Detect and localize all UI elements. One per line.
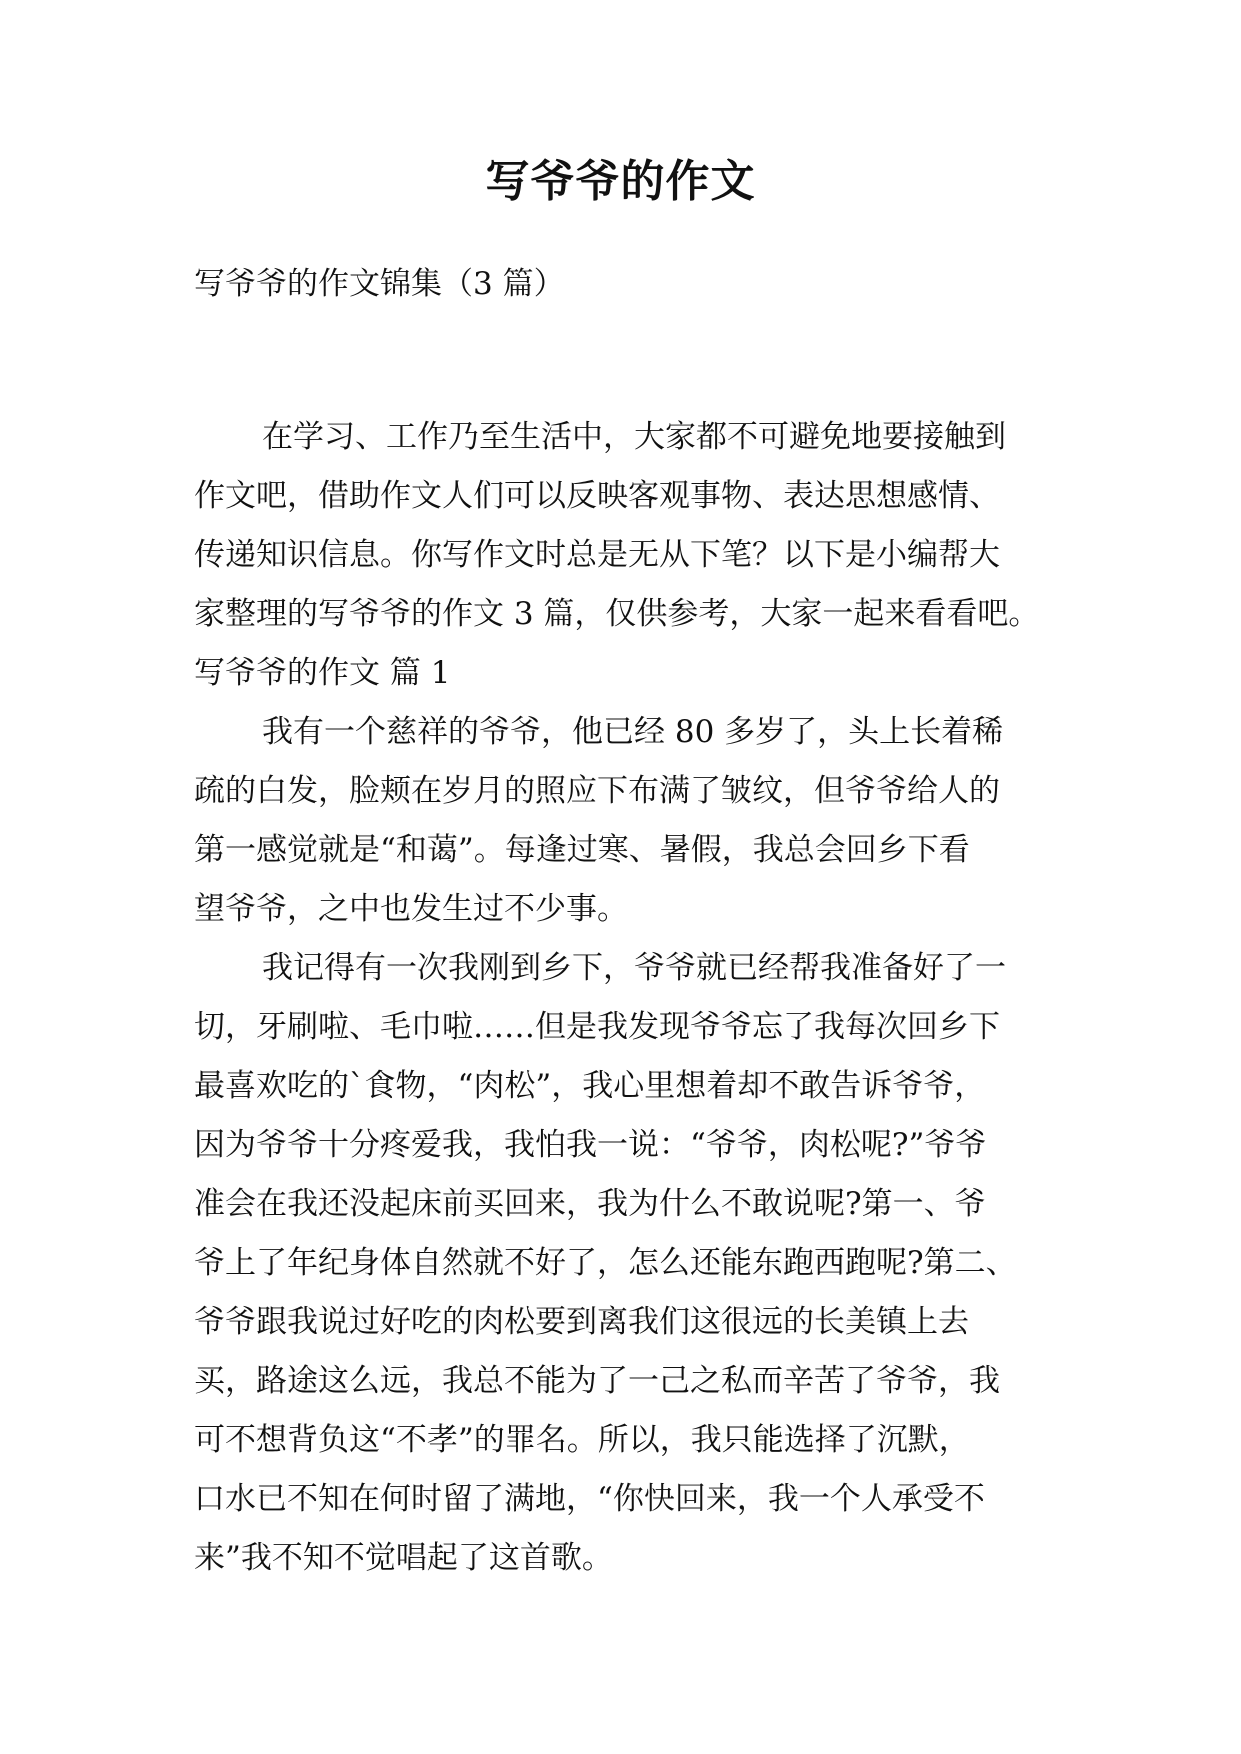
section-heading: 写爷爷的作文 篇 1 xyxy=(194,655,451,691)
paragraph-line: 可不想背负这“不孝”的罪名。所以，我只能选择了沉默， xyxy=(194,1422,970,1458)
paragraph-line: 作文吧，借助作文人们可以反映客观事物、表达思想感情、 xyxy=(194,478,1000,514)
essay-body xyxy=(194,408,1074,1588)
paragraph-line: 爷上了年纪身体自然就不好了，怎么还能东跑西跑呢?第二、 xyxy=(194,1245,1017,1281)
paragraph-line: 口水已不知在何时留了满地，“你快回来，我一个人承受不 xyxy=(194,1481,985,1517)
paragraph-line: 第一感觉就是“和蔼”。每逢过寒、暑假，我总会回乡下看 xyxy=(194,832,970,868)
document-subtitle: 写爷爷的作文锦集（3 篇） xyxy=(194,266,565,302)
paragraph-line: 来”我不知不觉唱起了这首歌。 xyxy=(194,1540,613,1576)
paragraph-line: 家整理的写爷爷的作文 3 篇，仅供参考，大家一起来看看吧。 xyxy=(194,596,1040,632)
paragraph-line: 望爷爷，之中也发生过不少事。 xyxy=(194,891,628,927)
paragraph-line: 准会在我还没起床前买回来，我为什么不敢说呢?第一、爷 xyxy=(194,1186,986,1222)
paragraph-line: 传递知识信息。你写作文时总是无从下笔？以下是小编帮大 xyxy=(194,537,1000,573)
paragraph-line: 在学习、工作乃至生活中，大家都不可避免地要接触到 xyxy=(262,419,1006,455)
paragraph-line: 疏的白发，脸颊在岁月的照应下布满了皱纹，但爷爷给人的 xyxy=(194,773,1000,809)
paragraph-line: 切，牙刷啦、毛巾啦……但是我发现爷爷忘了我每次回乡下 xyxy=(194,1009,1000,1045)
paragraph-line: 最喜欢吃的`食物，“肉松”，我心里想着却不敢告诉爷爷， xyxy=(194,1068,986,1104)
paragraph-line: 买，路途这么远，我总不能为了一己之私而辛苦了爷爷，我 xyxy=(194,1363,1000,1399)
paragraph-line: 我记得有一次我刚到乡下，爷爷就已经帮我准备好了一 xyxy=(262,950,1006,986)
paragraph-line: 因为爷爷十分疼爱我，我怕我一说：“爷爷，肉松呢?”爷爷 xyxy=(194,1127,987,1163)
document-title: 写爷爷的作文 xyxy=(485,156,756,207)
paragraph-line: 爷爷跟我说过好吃的肉松要到离我们这很远的长美镇上去 xyxy=(194,1304,969,1340)
paragraph-line: 我有一个慈祥的爷爷，他已经 80 多岁了，头上长着稀 xyxy=(262,714,1004,750)
